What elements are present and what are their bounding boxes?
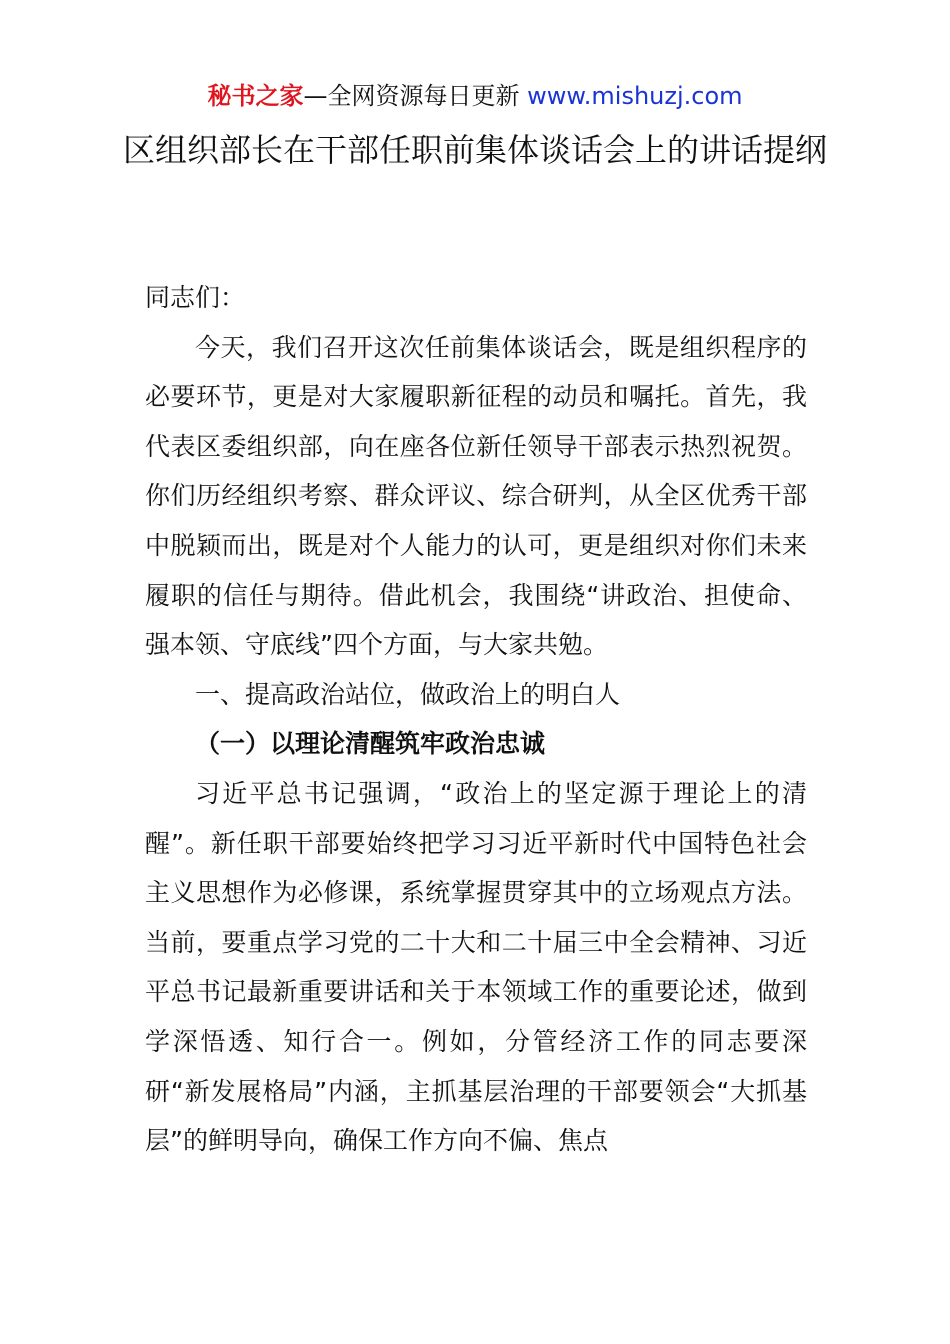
subsection-heading: （一）以理论清醒筑牢政治忠诚	[195, 729, 546, 759]
banner-brand: 秘书之家	[207, 82, 304, 110]
document-title: 区组织部长在干部任职前集体谈话会上的讲话提纲	[122, 131, 827, 169]
document-body	[145, 273, 807, 1166]
intro-paragraph: 今天，我们召开这次任前集体谈话会，既是组织程序的必要环节，更是对大家履职新征程的动员和嘱托。首先，我代表区委组织部，向在座各位新任领导干部表示热烈祝贺。你们历经组织考察、群众评议、综合研判，从全区优秀干部中脱颖而出，既是对个人能力的认可，更是组织对你们未来履职的信任与期待。借此机会，我围绕“讲政治、担使命、强本领、守底线”四个方面，与大家共勉。	[145, 332, 807, 660]
section-heading: 一、提高政治站位，做政治上的明白人	[195, 679, 621, 709]
banner-tagline: —全网资源每日更新	[303, 82, 528, 110]
site-banner	[0, 80, 950, 112]
banner-url[interactable]: www.mishuzj.com	[527, 82, 743, 110]
subsection-paragraph: 习近平总书记强调，“政治上的坚定源于理论上的清醒”。新任职干部要始终把学习习近平新时代中国特色社会主义思想作为必修课，系统掌握贯穿其中的立场观点方法。当前，要重点学习党的二十大和二十届三中全会精神、习近平总书记最新重要讲话和关于本领域工作的重要论述，做到学深悟透、知行合一。例如，分管经济工作的同志要深研“新发展格局”内涵，主抓基层治理的干部要领会“大抓基层”的鲜明导向，确保工作方向不偏、焦点	[145, 778, 807, 1156]
salutation: 同志们：	[145, 283, 246, 312]
